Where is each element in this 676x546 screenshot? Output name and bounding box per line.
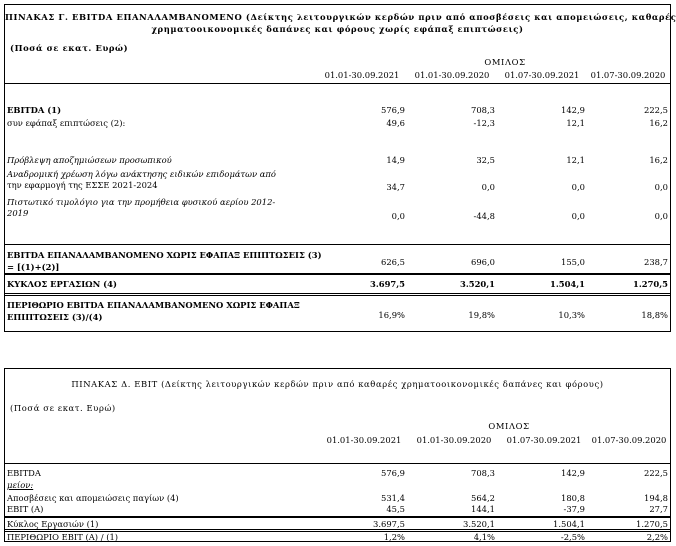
table-ebit: [4, 368, 671, 542]
column-header: 01.07-30.09.2020: [591, 435, 667, 445]
header-rule: [5, 83, 670, 84]
table-cell: 142,9: [561, 468, 585, 478]
row-label: ΕΠΙΠΤΩΣΕΙΣ (3)/(4): [7, 312, 103, 322]
row-label: μείον:: [7, 480, 34, 490]
table-cell: 222,5: [644, 468, 668, 478]
table-cell: 626,5: [381, 257, 405, 267]
row-label: ΠΕΡΙΘΩΡΙΟ EBIT (A) / (1): [7, 532, 119, 542]
table-cell: 45,5: [386, 504, 405, 514]
section-rule: [5, 293, 670, 296]
table-cell: 3.697,5: [373, 519, 405, 529]
table-cell: -37,9: [563, 504, 585, 514]
table-cell: -12,3: [473, 118, 495, 128]
table-cell: 696,0: [471, 257, 495, 267]
row-label: συν εφάπαξ επιπτώσεις (2):: [7, 118, 126, 128]
table-cell: 4,1%: [473, 532, 495, 542]
table-cell: 0,0: [391, 211, 405, 221]
table-cell: 1.270,5: [633, 279, 668, 289]
table-cell: 180,8: [561, 493, 585, 503]
table-cell: 144,1: [471, 504, 495, 514]
table-cell: 16,9%: [378, 310, 405, 320]
row-label: ΚΥΚΛΟΣ ΕΡΓΑΣΙΩΝ (4): [7, 279, 117, 289]
column-header: 01.07-30.09.2021: [504, 70, 580, 80]
column-header: 01.07-30.09.2021: [506, 435, 582, 445]
row-label: την εφαρμογή της ΕΣΣΕ 2021-2024: [7, 180, 158, 190]
table-cell: 3.697,5: [370, 279, 405, 289]
table-cell: 1,2%: [383, 532, 405, 542]
row-label: EBITDA (1): [7, 105, 62, 115]
column-header: 01.01-30.09.2021: [324, 70, 400, 80]
column-header: 01.01-30.09.2020: [416, 435, 492, 445]
table-cell: -2,5%: [560, 532, 585, 542]
row-label: Αναδρομική χρέωση λόγω ανάκτησης ειδικών επιδομάτων από: [7, 169, 276, 179]
table-cell: 27,7: [649, 504, 668, 514]
table-cell: 0,0: [481, 182, 495, 192]
table-cell: 34,7: [386, 182, 405, 192]
column-header: 01.07-30.09.2020: [590, 70, 666, 80]
table-cell: 49,6: [386, 118, 405, 128]
header-rule: [5, 463, 670, 464]
table-cell: 0,0: [654, 211, 668, 221]
table-cell: 194,8: [644, 493, 668, 503]
table-cell: 564,2: [471, 493, 495, 503]
table-cell: 238,7: [644, 257, 668, 267]
table-cell: 3.520,1: [460, 279, 495, 289]
table-cell: 0,0: [571, 182, 585, 192]
row-label: = [(1)+(2)]: [7, 262, 60, 272]
table-cell: 1.270,5: [636, 519, 668, 529]
table-title: ΠΙΝΑΚΑΣ Δ. EBIT (Δείκτης λειτουργικών κερδών πριν από καθαρές χρηματοοικονομικές δαπάνες και φόρους): [71, 379, 604, 389]
section-rule: [5, 273, 670, 275]
table-title-line1: ΠΙΝΑΚΑΣ Γ. EBITDA ΕΠΑΝΑΛΑΜΒΑΝΟΜΕΝΟ (Δείκτης λειτουργικών κερδών πριν από αποσβέσεις και απομειώσεις, καθαρές: [5, 12, 676, 22]
table-cell: 531,4: [381, 493, 405, 503]
row-label: Πιστωτικό τιμολόγιο για την προμήθεια φυσικού αερίου 2012-: [7, 197, 276, 207]
units-note: (Ποσά σε εκατ. Ευρώ): [10, 43, 129, 53]
table-cell: 12,1: [566, 155, 585, 165]
row-label: Αποσβέσεις και απομειώσεις παγίων (4): [7, 493, 179, 503]
table-cell: 3.520,1: [463, 519, 495, 529]
table-title-line2: χρηματοοικονομικές δαπάνες και φόρους χωρίς εφάπαξ επιπτώσεις): [151, 24, 524, 34]
table-cell: 16,2: [649, 118, 668, 128]
table-cell: 708,3: [471, 468, 495, 478]
table-cell: 32,5: [476, 155, 495, 165]
row-label: Πρόβλεψη αποζημιώσεων προσωπικού: [7, 155, 172, 165]
table-cell: 1.504,1: [553, 519, 585, 529]
table-cell: 12,1: [566, 118, 585, 128]
table-cell: 576,9: [381, 468, 405, 478]
row-label: EBIT (A): [7, 504, 44, 514]
column-header: 01.01-30.09.2020: [414, 70, 490, 80]
table-ebitda-recurring: [4, 4, 676, 332]
table-cell: 222,5: [644, 105, 668, 115]
table-cell: 16,2: [649, 155, 668, 165]
column-header: 01.01-30.09.2021: [326, 435, 402, 445]
table-cell: 1.504,1: [550, 279, 585, 289]
row-label: Κύκλος Εργασιών (1): [7, 519, 99, 529]
row-label: EBITDA: [7, 468, 41, 478]
table-cell: 708,3: [471, 105, 495, 115]
table-cell: 155,0: [561, 257, 585, 267]
table-cell: -44,8: [473, 211, 495, 221]
group-header: ΟΜΙΛΟΣ: [484, 57, 526, 67]
row-label: ΠΕΡΙΘΩΡΙΟ EBITDA ΕΠΑΝΑΛΑΜΒΑΝΟΜΕΝΟ ΧΩΡΙΣ ΕΦΑΠΑΞ: [7, 300, 300, 310]
table-cell: 2,2%: [646, 532, 668, 542]
row-label: EBITDA ΕΠΑΝΑΛΑΜΒΑΝΟΜΕΝΟ ΧΩΡΙΣ ΕΦΑΠΑΞ ΕΠΙΠΤΩΣΕΙΣ (3): [7, 250, 322, 260]
table-cell: 0,0: [571, 211, 585, 221]
table-cell: 0,0: [654, 182, 668, 192]
units-note: (Ποσά σε εκατ. Ευρώ): [10, 403, 116, 413]
table-cell: 10,3%: [558, 310, 585, 320]
section-rule: [5, 516, 670, 518]
table-cell: 19,8%: [468, 310, 495, 320]
table-cell: 14,9: [386, 155, 405, 165]
table-cell: 18,8%: [641, 310, 668, 320]
table-cell: 142,9: [561, 105, 585, 115]
section-rule: [5, 244, 670, 245]
row-label: 2019: [7, 208, 29, 218]
group-header: ΟΜΙΛΟΣ: [488, 421, 530, 431]
table-cell: 576,9: [381, 105, 405, 115]
